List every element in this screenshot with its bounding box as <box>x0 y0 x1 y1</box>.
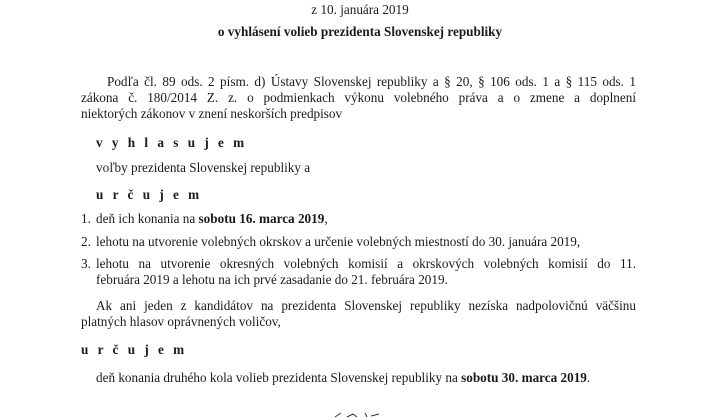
item-text-plain: deň ich konania na <box>96 211 199 226</box>
condition-line-1: Ak ani jeden z kandidátov na prezidenta Slovenskej republiky nezíska nadpolovičnú väčšinu <box>96 298 636 313</box>
item-text-end: , <box>324 211 328 226</box>
item-text: lehotu na utvorenie volebných okrskov a určenie volebných miestností do 30. januára 2019, <box>96 234 581 249</box>
date-line: z 10. januára 2019 <box>311 2 409 17</box>
item-text-line-1: lehotu na utvorenie okresných volebných komisií a okrskových volebných komisií do 11. <box>96 256 636 271</box>
second-round-end: . <box>586 370 591 385</box>
item-text-line-2: februára 2019 a lehotu na ich prvé zasadanie do 21. februára 2019. <box>96 272 448 287</box>
item-date-bold: sobotu 16. marca 2019 <box>198 211 325 226</box>
heading-urcujem-1: u r č u j e m <box>96 187 203 202</box>
heading-urcujem-2: u r č u j e m <box>81 342 188 357</box>
item-text <box>96 211 328 227</box>
document-title: o vyhlásení volieb prezidenta Slovenskej republiky <box>217 24 503 39</box>
item-number: 1. <box>81 211 91 226</box>
declaration-text: voľby prezidenta Slovenskej republiky a <box>96 160 311 175</box>
heading-vyhlasujem: v y h l a s u j e m <box>96 135 248 150</box>
intro-line-3: niektorých zákonov v znení neskorších predpisov <box>81 106 343 121</box>
item-number: 2. <box>81 234 91 249</box>
condition-line-2: platných hlasov oprávnených voličov, <box>81 314 281 329</box>
second-round-text <box>96 370 590 386</box>
signature-fragment-icon <box>333 412 381 418</box>
second-round-date-bold: sobotu 30. marca 2019 <box>461 370 587 385</box>
item-number: 3. <box>81 256 91 271</box>
second-round-plain: deň konania druhého kola volieb prezidenta Slovenskej republiky na <box>96 370 462 385</box>
intro-line-2: zákona č. 180/2014 Z. z. o podmienkach výkonu volebného práva a o zmene a doplnení <box>81 90 636 105</box>
intro-line-1: Podľa čl. 89 ods. 2 písm. d) Ústavy Slovenskej republiky a § 20, § 106 ods. 1 a § 115 ods. 1 <box>107 74 636 89</box>
